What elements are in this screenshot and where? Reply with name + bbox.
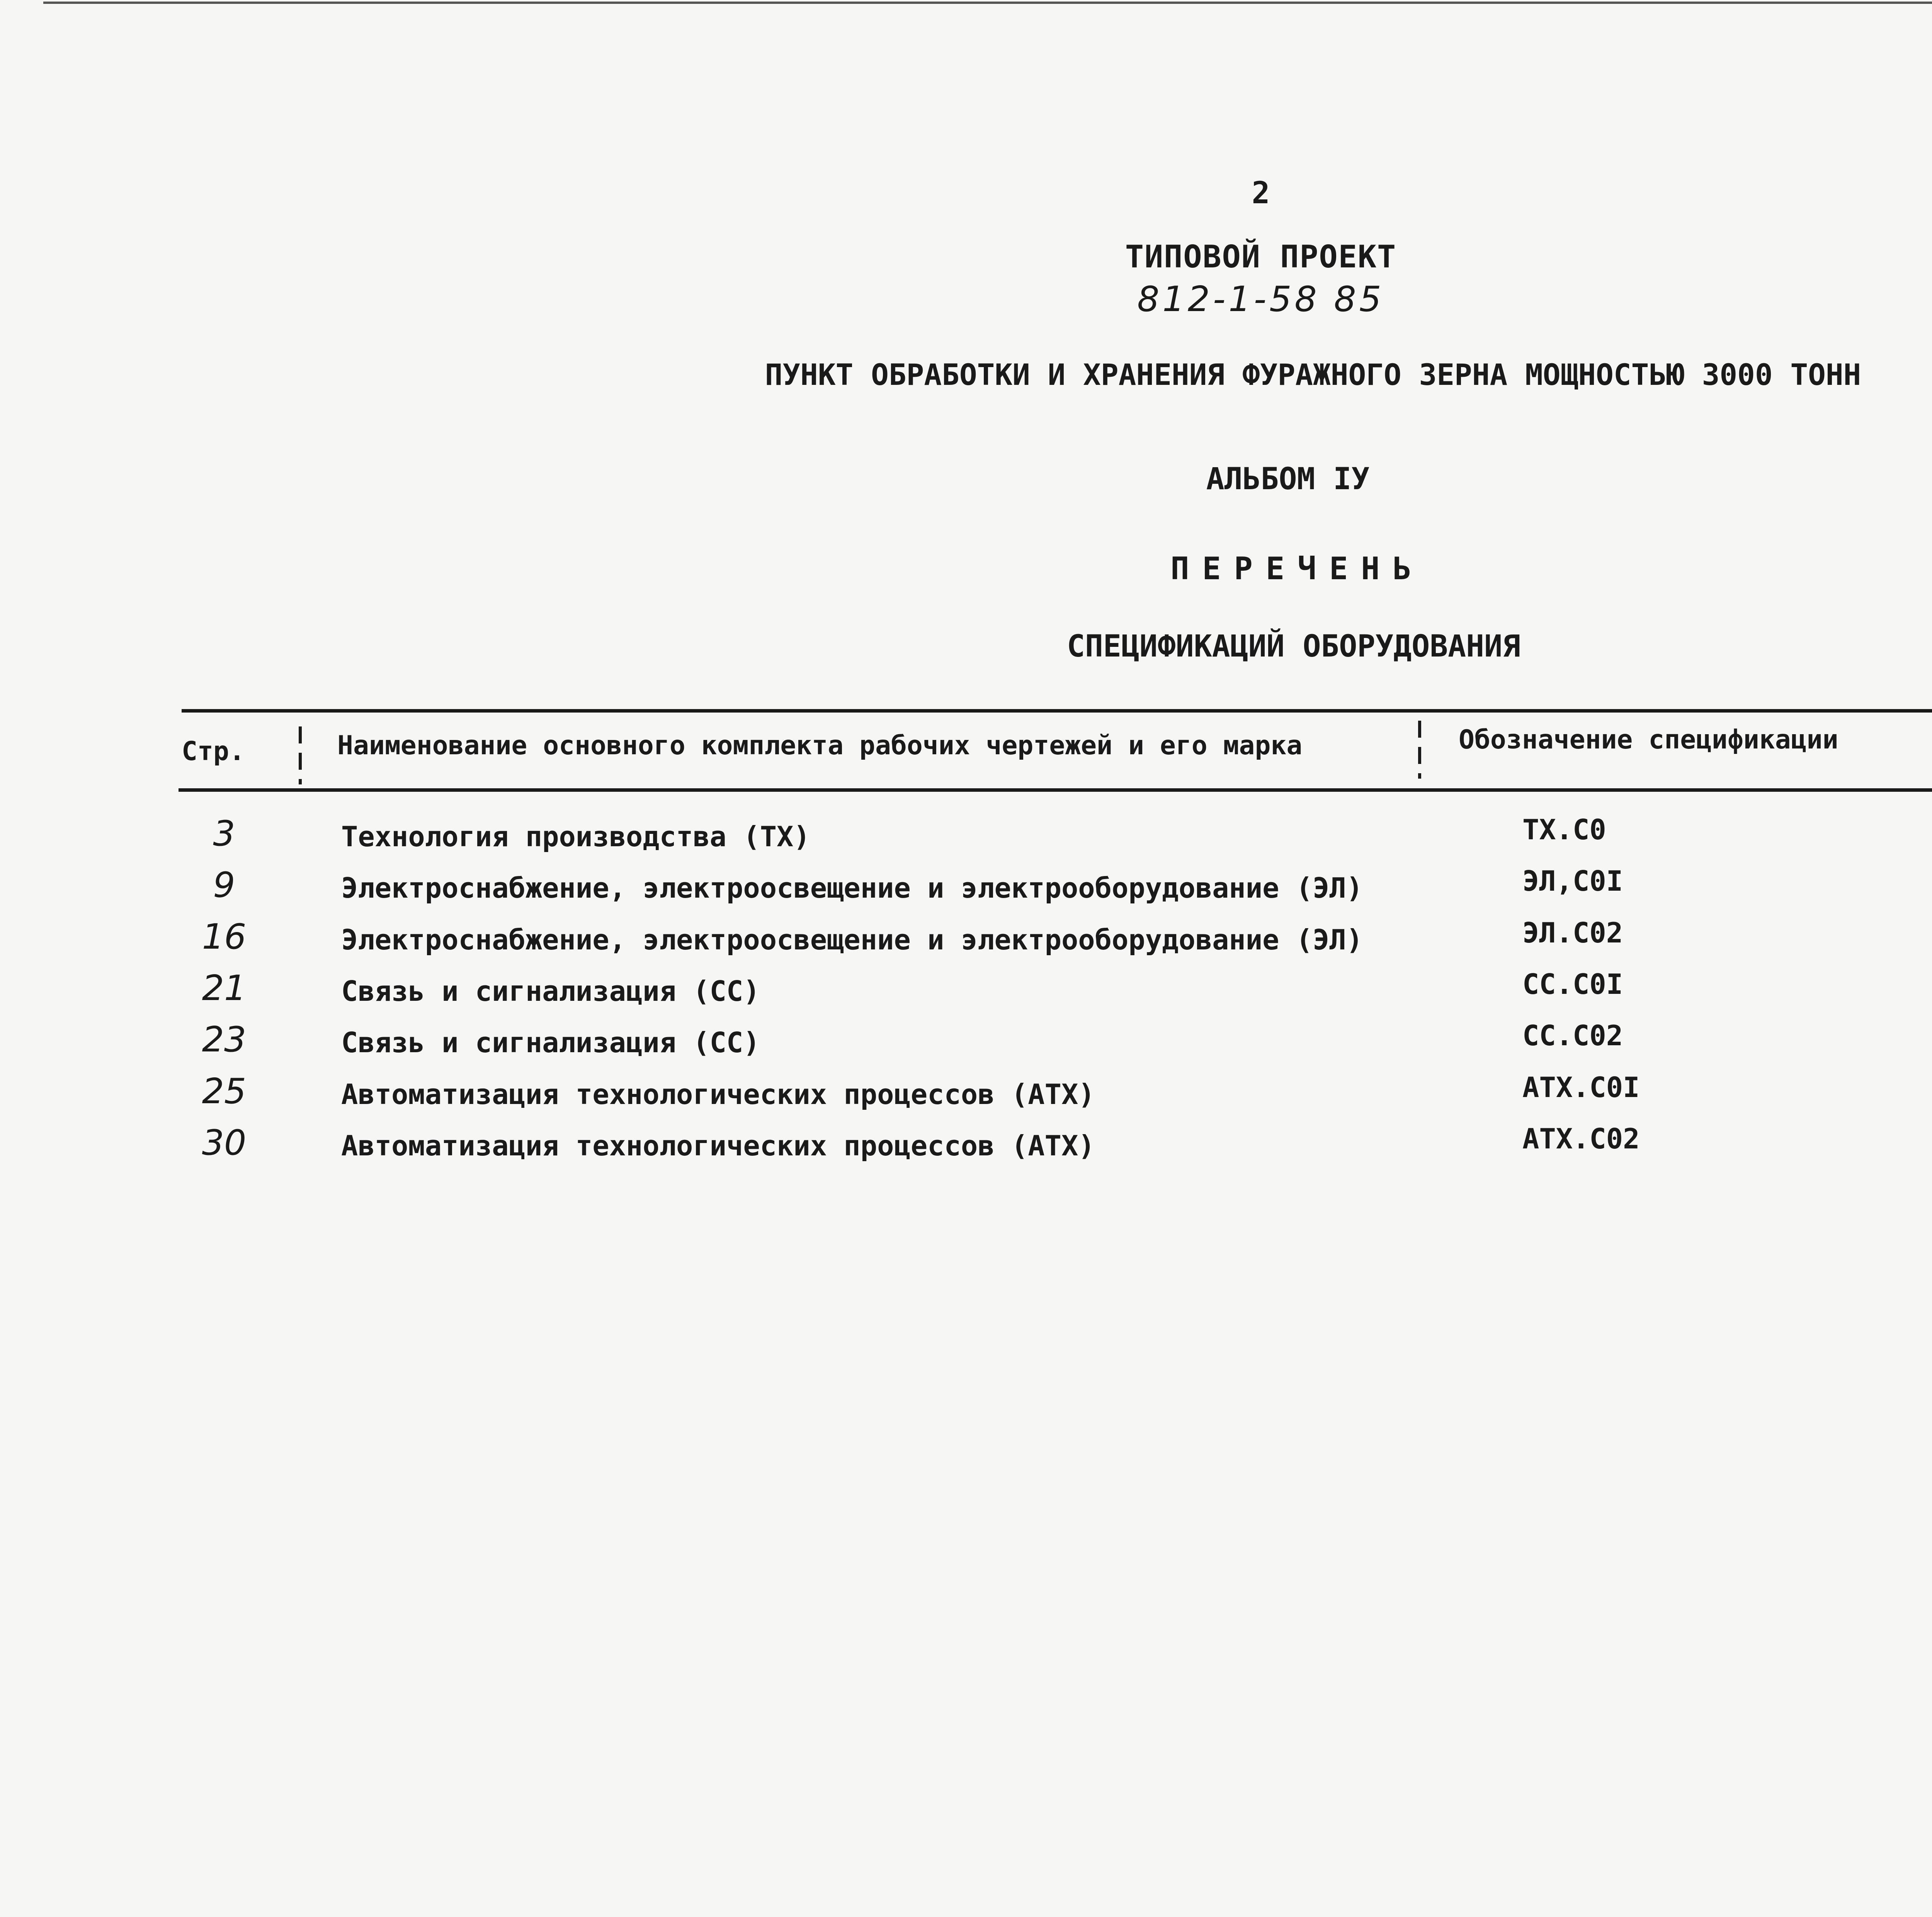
table-row xyxy=(0,1123,1932,1173)
row-name: Автоматизация технологических процессов (АТХ) xyxy=(341,1129,1095,1162)
row-code: ЭЛ.С02 xyxy=(1522,917,1623,949)
row-code: АТХ.С0I xyxy=(1522,1071,1640,1104)
table-row xyxy=(0,917,1932,967)
row-page: 30 xyxy=(202,1123,247,1163)
project-number: 812-1-58 85 xyxy=(1137,279,1384,320)
table-rule-header xyxy=(179,788,1932,792)
table-row xyxy=(0,1019,1932,1070)
row-page: 23 xyxy=(202,1019,247,1060)
row-page: 25 xyxy=(202,1071,247,1112)
column-divider xyxy=(1418,721,1421,779)
row-page: 21 xyxy=(202,968,247,1009)
row-name: Электроснабжение, электроосвещение и электрооборудование (ЭЛ) xyxy=(341,872,1363,904)
row-code: СС.С0I xyxy=(1522,968,1623,1000)
row-code: АТХ.С02 xyxy=(1522,1123,1640,1155)
header-page: Стр. xyxy=(182,736,245,767)
table-row xyxy=(0,813,1932,864)
list-title: ПЕРЕЧЕНЬ xyxy=(1170,551,1425,587)
row-name: Технология производства (ТХ) xyxy=(341,820,810,853)
scan-edge-top xyxy=(43,2,1932,4)
project-subject: ПУНКТ ОБРАБОТКИ И ХРАНЕНИЯ ФУРАЖНОГО ЗЕРНА МОЩНОСТЬЮ 3000 ТОНН xyxy=(765,357,1861,392)
page-number: 2 xyxy=(1252,176,1270,211)
document-type: ТИПОВОЙ ПРОЕКТ xyxy=(1125,239,1397,275)
row-page: 3 xyxy=(213,813,235,854)
table-row xyxy=(0,865,1932,915)
header-code: Обозначение спецификации xyxy=(1459,725,1838,755)
table-row xyxy=(0,1071,1932,1121)
header-name: Наименование основного комплекта рабочих чертежей и его марка xyxy=(337,730,1303,761)
row-name: Автоматизация технологических процессов (АТХ) xyxy=(341,1078,1095,1111)
row-page: 9 xyxy=(213,865,235,905)
row-name: Связь и сигнализация (СС) xyxy=(341,1026,760,1059)
column-divider xyxy=(299,726,302,784)
row-code: ЭЛ,С0I xyxy=(1522,865,1623,897)
row-page: 16 xyxy=(202,917,247,957)
list-subtitle: СПЕЦИФИКАЦИЙ ОБОРУДОВАНИЯ xyxy=(1067,629,1520,664)
table-rule-top xyxy=(182,709,1932,713)
row-code: ТХ.С0 xyxy=(1522,813,1606,846)
row-name: Связь и сигнализация (СС) xyxy=(341,975,760,1007)
table-row xyxy=(0,968,1932,1018)
row-name: Электроснабжение, электроосвещение и электрооборудование (ЭЛ) xyxy=(341,924,1363,956)
album-title: АЛЬБОМ IУ xyxy=(1206,462,1370,497)
row-code: СС.С02 xyxy=(1522,1019,1623,1052)
